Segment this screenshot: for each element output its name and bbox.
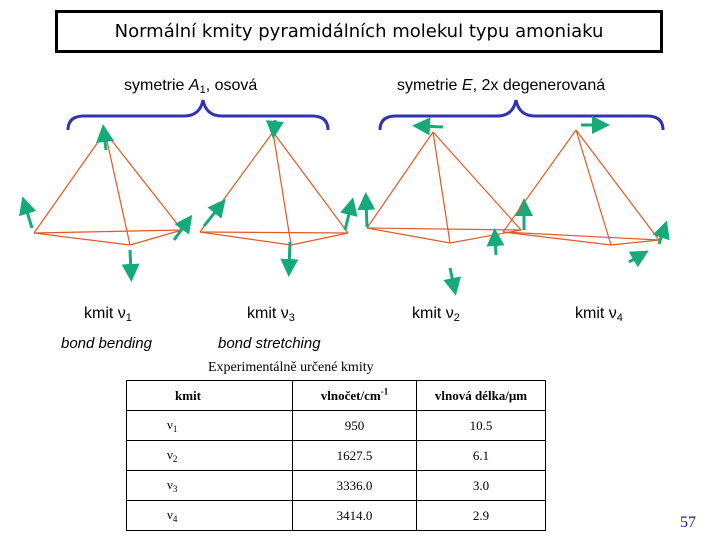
cell-mode: $\nu_1$ xyxy=(127,411,293,441)
table-row xyxy=(127,471,546,501)
mode-subscript: 1 xyxy=(125,312,132,324)
molecule-nu2 xyxy=(367,132,521,243)
cell-wavenumber: 3336.0 xyxy=(293,471,417,501)
symmetry-e-suffix: , 2x degenerovaná xyxy=(472,77,606,94)
header-wavelength: vlnová délka/μm xyxy=(417,381,546,411)
cell-wavelength: 2.9 xyxy=(417,501,546,531)
page-number: 57 xyxy=(680,514,696,531)
mode-symbol: ν xyxy=(445,305,454,322)
table-header-row xyxy=(127,381,546,411)
molecule-nu3 xyxy=(200,132,348,245)
mode-prefix: kmit xyxy=(575,305,609,322)
cell-wavenumber: 1627.5 xyxy=(293,441,417,471)
mode-symbol: ν xyxy=(117,305,126,322)
symmetry-a1-letter: A xyxy=(188,77,200,94)
header-kmit: kmit xyxy=(127,381,293,411)
mode-subscript: 4 xyxy=(616,312,623,324)
cell-wavelength: 6.1 xyxy=(417,441,546,471)
mode-label-nu4 xyxy=(575,305,623,324)
table-row xyxy=(127,501,546,531)
cell-wavenumber: 3414.0 xyxy=(293,501,417,531)
mode-prefix: kmit xyxy=(412,305,446,322)
mode-symbol: ν xyxy=(608,305,617,322)
symmetry-a1-prefix: symetrie xyxy=(124,77,189,94)
mode-label-nu1 xyxy=(84,305,132,324)
symmetry-e-prefix: symetrie xyxy=(397,77,462,94)
mode-prefix: kmit xyxy=(84,305,118,322)
displacement-arrows-nu1 xyxy=(25,133,187,273)
molecule-nu4 xyxy=(503,130,659,245)
cell-wavelength: 10.5 xyxy=(417,411,546,441)
mode-label-nu2 xyxy=(412,305,460,324)
bond-bending-label: bond bending xyxy=(61,335,152,352)
molecule-nu1 xyxy=(34,132,182,245)
symmetry-a1-sub: 1 xyxy=(199,84,206,96)
mode-symbol: ν xyxy=(280,305,289,322)
mode-prefix: kmit xyxy=(247,305,281,322)
cell-mode: $\nu_3$ xyxy=(127,471,293,501)
table-row xyxy=(127,441,546,471)
symmetry-e-letter: E xyxy=(461,77,473,94)
cell-wavelength: 3.0 xyxy=(417,471,546,501)
slide-title: Normální kmity pyramidálních molekul typu amoniaku xyxy=(55,10,663,53)
bond-stretching-label: bond stretching xyxy=(218,335,321,352)
displacement-arrows-nu3 xyxy=(204,120,351,268)
symmetry-a1-suffix: , osová xyxy=(205,77,258,94)
vibrations-table xyxy=(126,380,546,531)
table-title: Experimentálně určené kmity xyxy=(208,360,374,375)
mode-label-nu3 xyxy=(247,305,295,324)
cell-mode: $\nu_4$ xyxy=(127,501,293,531)
header-wavenumber: vlnočet/$cm^{-1}$ xyxy=(293,381,417,411)
table-row xyxy=(127,411,546,441)
cell-wavenumber: 950 xyxy=(293,411,417,441)
mode-subscript: 2 xyxy=(453,312,460,324)
mode-subscript: 3 xyxy=(288,312,295,324)
cell-mode: $\nu_2$ xyxy=(127,441,293,471)
brace-a1 xyxy=(68,100,328,130)
